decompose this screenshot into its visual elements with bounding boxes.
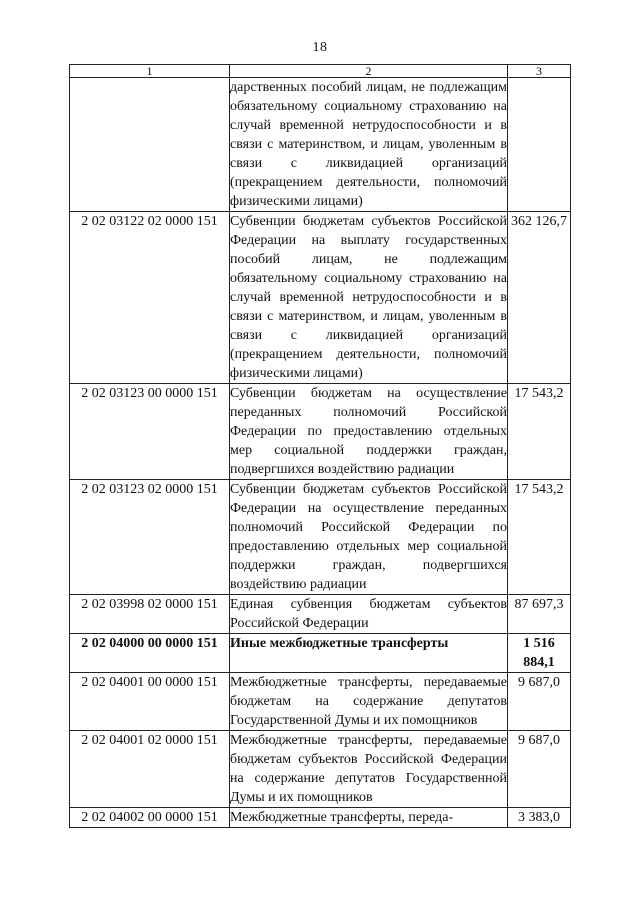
budget-code-cell (70, 78, 230, 212)
table-row (70, 634, 571, 673)
budget-code-cell: 2 02 03998 02 0000 151 (70, 595, 230, 634)
table-row (70, 595, 571, 634)
page-number: 18 (312, 40, 328, 55)
amount-cell: 3 383,0 (508, 808, 571, 828)
budget-code-cell: 2 02 03122 02 0000 151 (70, 212, 230, 384)
table-row (70, 78, 571, 212)
table-row (70, 384, 571, 480)
amount-cell: 87 697,3 (508, 595, 571, 634)
description-cell: Субвенции бюджетам субъектов Российской Федерации на осуществление переданных полномочий Российской Федерации по предоставлению отдельных мер социальной поддержки граждан, подвергшихся воздействию радиации (230, 480, 508, 595)
column-header-1: 1 (70, 65, 230, 78)
amount-cell: 9 687,0 (508, 673, 571, 731)
column-header-2: 2 (230, 65, 508, 78)
budget-table (69, 64, 571, 828)
amount-cell: 362 126,7 (508, 212, 571, 384)
amount-cell: 9 687,0 (508, 731, 571, 808)
description-cell: Иные межбюджетные трансферты (230, 634, 508, 673)
budget-code-cell: 2 02 04001 00 0000 151 (70, 673, 230, 731)
budget-code-cell: 2 02 04001 02 0000 151 (70, 731, 230, 808)
description-cell: Межбюджетные трансферты, передаваемые бюджетам субъектов Российской Федерации на содержание депутатов Государственной Думы и их помощников (230, 731, 508, 808)
description-cell: Субвенции бюджетам субъектов Российской Федерации на выплату государственных пособий лицам, не подлежащим обязательному социальному страхованию на случай временной нетрудоспособности и в связи с материнством, и лицам, уволенным в связи с ликвидацией организаций (прекращением деятельности, полномочий физическими лицами) (230, 212, 508, 384)
table-row (70, 673, 571, 731)
amount-cell (508, 78, 571, 212)
description-cell: Межбюджетные трансферты, передаваемые бюджетам на содержание депутатов Государственной Думы и их помощников (230, 673, 508, 731)
description-cell: дарственных пособий лицам, не подлежащим обязательному социальному страхованию на случай временной нетрудоспособности и в связи с материнством, и лицам, уволенным в связи с ликвидацией организаций (прекращением деятельности, полномочий физическими лицами) (230, 78, 508, 212)
description-cell: Межбюджетные трансферты, переда- (230, 808, 508, 828)
table-row (70, 212, 571, 384)
budget-code-cell: 2 02 04002 00 0000 151 (70, 808, 230, 828)
description-cell: Единая субвенция бюджетам субъектов Российской Федерации (230, 595, 508, 634)
table-row (70, 731, 571, 808)
budget-code-cell: 2 02 04000 00 0000 151 (70, 634, 230, 673)
amount-cell: 17 543,2 (508, 384, 571, 480)
table-row (70, 480, 571, 595)
budget-code-cell: 2 02 03123 00 0000 151 (70, 384, 230, 480)
amount-cell: 17 543,2 (508, 480, 571, 595)
table-header-row (70, 65, 571, 78)
description-cell: Субвенции бюджетам на осуществление переданных полномочий Российской Федерации по предоставлению отдельных мер социальной поддержки граждан, подвергшихся воздействию радиации (230, 384, 508, 480)
table-row (70, 808, 571, 828)
amount-cell: 1 516 884,1 (508, 634, 571, 673)
budget-code-cell: 2 02 03123 02 0000 151 (70, 480, 230, 595)
column-header-3: 3 (508, 65, 571, 78)
